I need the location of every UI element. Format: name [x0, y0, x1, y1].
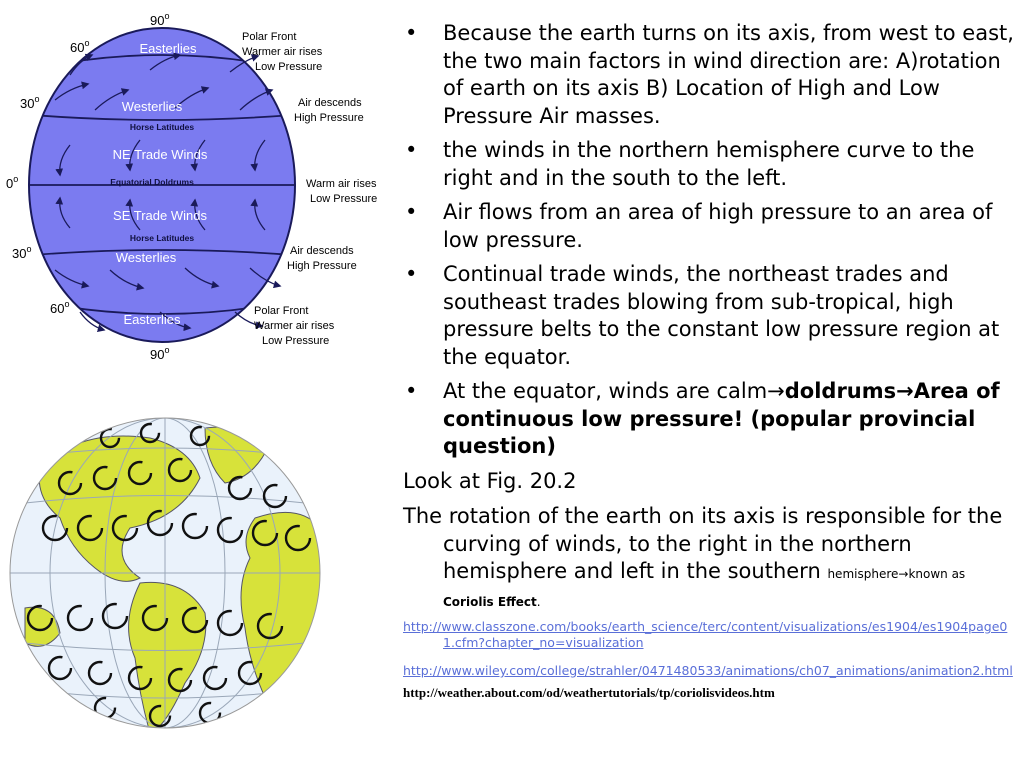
bullet-text-doldrums: [443, 378, 1015, 461]
belt-se-trade: SE Trade Winds: [113, 208, 207, 223]
belt-doldrums: Equatorial Doldrums: [110, 177, 194, 187]
bullet-text-rotation-factors: Because the earth turns on its axis, from west to east, the two main factors in wind direction are: A)rotation of earth on its axis B) Location of High and Low Pressure Air masses.: [443, 21, 1014, 128]
note-polar-s: Polar Front Warmer air rises Low Pressure: [254, 305, 335, 347]
coriolis-term: Coriolis Effect: [443, 594, 537, 609]
bullet-text-hemisphere-curve: the winds in the northern hemisphere curve to the right and in the south to the left.: [443, 138, 975, 190]
note-equator: Warm air rises Low Pressure: [306, 178, 378, 205]
rotation-paragraph: [403, 503, 1015, 613]
doldrums-lead: At the equator, winds are calm: [443, 379, 768, 403]
bullet-item: [403, 261, 1015, 371]
doldrums-term: doldrums: [784, 379, 897, 403]
lat-30s: 30$^o$: [12, 244, 32, 261]
bullet-text-pressure-flow: Air flows from an area of high pressure to an area of low pressure.: [443, 200, 993, 252]
belt-ne-trade: NE Trade Winds: [112, 147, 208, 162]
rotation-small-mid: known as: [908, 567, 966, 581]
bullet-dot: •: [405, 200, 418, 224]
bullet-item: [403, 378, 1015, 461]
belt-westerlies-n: Westerlies: [121, 99, 183, 114]
belt-easterlies-s: Easterlies: [123, 312, 181, 327]
reference-links: [403, 619, 1015, 701]
lat-60s: 60$^o$: [50, 299, 70, 316]
bullet-dot: •: [405, 138, 418, 162]
belt-easterlies-n: Easterlies: [139, 41, 197, 56]
wind-belts-diagram: [0, 0, 395, 370]
coriolis-globe-image: [0, 408, 330, 738]
lat-60n: 60$^o$: [70, 38, 90, 55]
bullet-dot: •: [405, 379, 418, 403]
belt-westerlies-s: Westerlies: [115, 250, 177, 265]
note-polar-n: Polar Front Warmer air rises Low Pressure: [242, 31, 323, 73]
bullet-item: [403, 20, 1015, 130]
bullet-item: [403, 137, 1015, 192]
arrow-icon: →: [896, 379, 914, 403]
bullet-item: [403, 199, 1015, 254]
lat-30n: 30$^o$: [20, 94, 40, 111]
wiley-link[interactable]: http://www.wiley.com/college/strahler/0471480533/animations/ch07_animations/animation2.html: [403, 663, 1013, 678]
bullet-text-trade-winds: Continual trade winds, the northeast trades and southeast trades blowing from sub-tropical, high pressure belts to the constant low pressure region at the equator.: [443, 262, 1000, 369]
lat-90s: 90$^o$: [150, 345, 170, 362]
note-descends-n: Air descends High Pressure: [294, 97, 364, 124]
classzone-link[interactable]: http://www.classzone.com/books/earth_science/terc/content/visualizations/es1904/es1904page01.cfm?chapter_no=visualization: [403, 619, 1008, 650]
bullet-dot: •: [405, 21, 418, 45]
rotation-end: .: [536, 594, 541, 609]
belt-horse-s: Horse Latitudes: [129, 233, 195, 243]
text-column: [403, 20, 1015, 701]
arrow-icon: →: [898, 567, 909, 581]
rotation-small-lead: hemisphere: [827, 567, 899, 581]
arrow-icon: →: [767, 379, 785, 403]
lat-90n: 90$^o$: [150, 11, 170, 28]
lat-eq: 0$^o$: [6, 174, 19, 191]
about-weather-url: http://weather.about.com/od/weathertutorials/tp/coriolisvideos.htm: [403, 685, 775, 700]
bullet-dot: •: [405, 262, 418, 286]
rotation-main: The rotation of the earth on its axis is responsible for the curving of winds, to the right in the northern hemisphere and left in the southern: [403, 504, 1003, 583]
doldrums-tail: Area of continuous low pressure! (popular provincial question): [443, 379, 1000, 458]
belt-horse-n: Horse Latitudes: [129, 122, 195, 132]
note-descends-s: Air descends High Pressure: [287, 245, 357, 272]
look-at-figure: Look at Fig. 20.2: [403, 468, 577, 493]
